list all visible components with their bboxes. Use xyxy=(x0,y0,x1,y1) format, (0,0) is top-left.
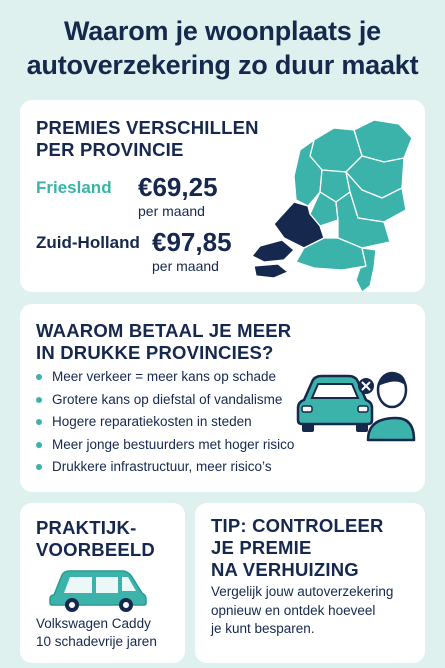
price-friesland: €69,25 xyxy=(138,172,218,202)
period-zuid-holland: per maand xyxy=(152,258,219,274)
bullet-dot xyxy=(36,464,42,470)
province-friesland: Friesland xyxy=(36,178,112,197)
risk-illustration xyxy=(296,356,416,446)
reasons-card xyxy=(20,304,425,492)
tip-text xyxy=(211,583,416,639)
list-item xyxy=(36,434,294,457)
example-title-line-1: PRAKTIJK- xyxy=(36,517,137,538)
title-line-1: Waarom je woonplaats je xyxy=(64,16,381,46)
example-title-line-2: VOORBEELD xyxy=(36,539,155,560)
province-zuid-holland: Zuid-Holland xyxy=(36,233,140,252)
premiums-card xyxy=(20,100,425,292)
list-item-text: Hogere reparatiekosten in steden xyxy=(52,414,252,429)
tip-text-line-1: Vergelijk jouw autoverzekering xyxy=(211,584,394,599)
reasons-title xyxy=(36,320,336,364)
period-friesland: per maand xyxy=(138,203,205,219)
map-region-zeeland xyxy=(252,240,294,278)
example-title xyxy=(36,517,155,561)
reasons-list xyxy=(36,366,294,479)
bullet-dot xyxy=(36,374,42,380)
bullet-dot xyxy=(36,442,42,448)
netherlands-map-icon xyxy=(234,110,424,292)
car-model: Volkswagen Caddy xyxy=(36,616,151,631)
premiums-title xyxy=(36,117,266,161)
example-description xyxy=(36,615,157,651)
close-icon xyxy=(358,378,374,394)
page-title xyxy=(0,14,445,82)
bullet-dot xyxy=(36,397,42,403)
person-icon xyxy=(368,372,414,440)
title-line-2: autoverzekering zo duur maakt xyxy=(26,50,419,80)
tip-text-line-3: je kunt besparen. xyxy=(211,621,315,636)
list-item xyxy=(36,456,294,479)
premiums-title-line-1: PREMIES VERSCHILLEN xyxy=(36,117,259,138)
list-item-text: Meer jonge bestuurders met hoger risico xyxy=(52,436,295,452)
van-icon xyxy=(48,565,148,613)
claim-free-years: 10 schadevrije jaren xyxy=(36,634,157,649)
reasons-title-line-2: IN DRUKKE PROVINCIES? xyxy=(36,342,274,363)
list-item-text: Grotere kans op diefstal of vandalisme xyxy=(52,391,283,407)
tip-card xyxy=(195,503,425,663)
list-item xyxy=(36,366,294,389)
tip-title-line-3: NA VERHUIZING xyxy=(211,559,359,580)
tip-title-line-2: JE PREMIE xyxy=(211,537,312,558)
reasons-title-line-1: WAAROM BETAAL JE MEER xyxy=(36,320,292,341)
price-zuid-holland: €97,85 xyxy=(152,227,232,257)
premiums-title-line-2: PER PROVINCIE xyxy=(36,139,184,160)
list-item xyxy=(36,411,294,434)
example-card xyxy=(20,503,185,663)
list-item-text: Meer verkeer = meer kans op schade xyxy=(52,369,276,384)
tip-title-line-1: TIP: CONTROLEER xyxy=(211,515,384,536)
list-item xyxy=(36,389,294,412)
tip-title xyxy=(211,515,384,581)
tip-text-line-2: opnieuw en ontdek hoeveel xyxy=(211,602,376,618)
bullet-dot xyxy=(36,419,42,425)
list-item-text: Drukkere infrastructuur, meer risico’s xyxy=(52,459,272,474)
